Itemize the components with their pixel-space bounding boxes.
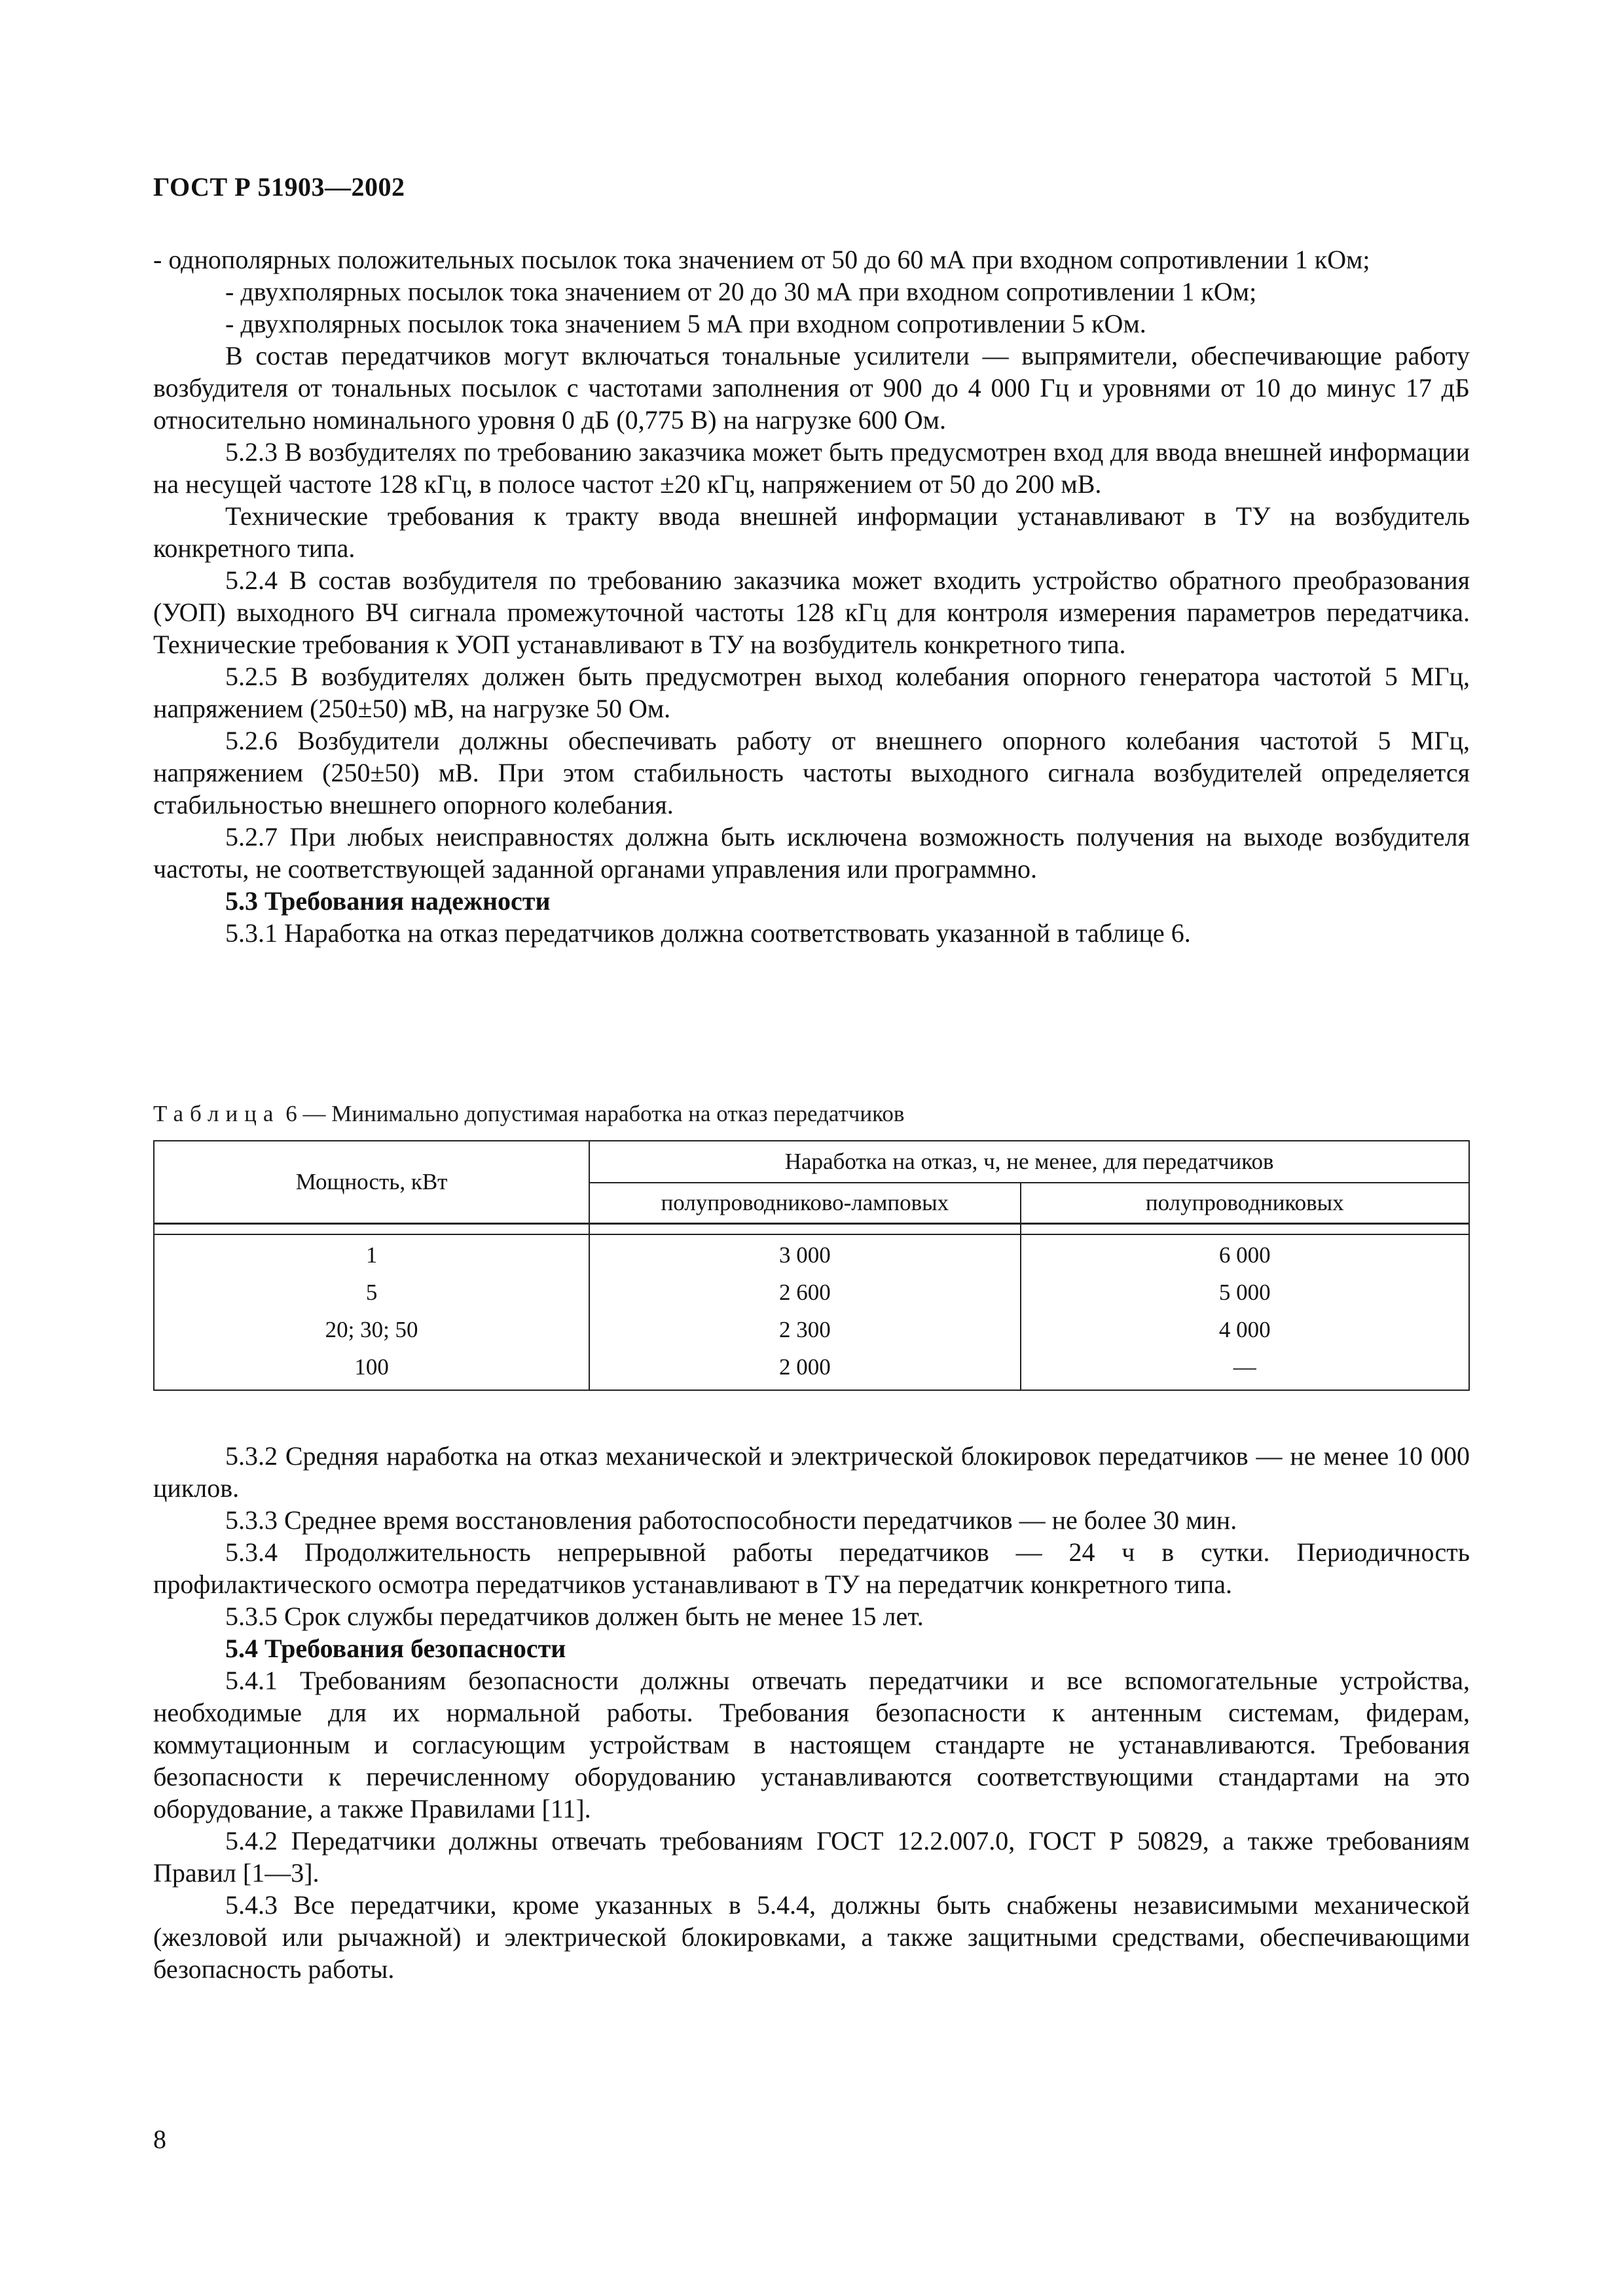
header-mtbf-group: Наработка на отказ, ч, не менее, для передатчиков: [589, 1141, 1469, 1183]
table-cell: —: [1233, 1354, 1256, 1380]
section-heading-5-3: 5.3 Требования надежности: [225, 886, 551, 916]
table-caption-text: 6 — Минимально допустимая наработка на отказ передатчиков: [280, 1101, 905, 1126]
column-semiconductor-values: [1021, 1234, 1469, 1390]
paragraph: 5.2.6 Возбудители должны обеспечивать работу от внешнего опорного колебания частотой 5 МГц, напряжением (250±50) мВ. При этом стабильность частоты выходного сигнала возбудителей определяется стабильностью внешнего опорного колебания.: [153, 726, 1470, 819]
header-semiconductor: полупроводниковых: [1021, 1183, 1469, 1224]
table-cell: 2 000: [779, 1354, 831, 1380]
table-cell: 3 000: [779, 1242, 831, 1268]
paragraph: - двухполярных посылок тока значением 5 мА при входном сопротивлении 5 кОм.: [225, 309, 1146, 338]
paragraph: 5.2.7 При любых неисправностях должна быть исключена возможность получения на выходе возбудителя частоты, не соответствующей заданной органами управления или программно.: [153, 822, 1470, 884]
header-semiconductor-tube: полупроводниково-ламповых: [589, 1183, 1020, 1224]
text-block-2: [153, 1440, 1470, 1985]
table-cell: 4 000: [1218, 1317, 1271, 1342]
table-gap-cell: [1021, 1224, 1469, 1235]
paragraph: 5.4.2 Передатчики должны отвечать требованиям ГОСТ 12.2.007.0, ГОСТ Р 50829, а также требованиям Правил [1—3].: [153, 1826, 1470, 1888]
table-gap-cell: [589, 1224, 1020, 1235]
table-cell: 5 000: [1218, 1280, 1271, 1305]
column-power-values: [154, 1234, 589, 1390]
paragraph: 5.3.3 Среднее время восстановления работоспособности передатчиков — не более 30 мин.: [225, 1505, 1237, 1535]
reliability-table: [153, 1140, 1470, 1391]
table-cell: 5: [365, 1280, 378, 1305]
document-header: ГОСТ Р 51903—2002: [153, 172, 405, 202]
table-cell: 1: [365, 1242, 378, 1268]
paragraph: 5.3.1 Наработка на отказ передатчиков должна соответствовать указанной в таблице 6.: [225, 918, 1191, 948]
section-heading-5-4: 5.4 Требования безопасности: [225, 1634, 566, 1663]
paragraph: 5.3.5 Срок службы передатчиков должен быть не менее 15 лет.: [225, 1602, 924, 1631]
paragraph: 5.3.2 Средняя наработка на отказ механической и электрической блокировок передатчиков — не менее 10 000 циклов.: [153, 1441, 1470, 1503]
table-cell: 2 600: [779, 1280, 831, 1305]
paragraph: Технические требования к тракту ввода внешней информации устанавливают в ТУ на возбудитель конкретного типа.: [153, 501, 1470, 563]
paragraph: - двухполярных посылок тока значением от 20 до 30 мА при входном сопротивлении 1 кОм;: [225, 277, 1257, 306]
paragraph: 5.2.3 В возбудителях по требованию заказчика может быть предусмотрен вход для ввода внешней информации на несущей частоте 128 кГц, в полосе частот ±20 кГц, напряжением от 50 до 200 мВ.: [153, 437, 1470, 499]
table-cell: 20; 30; 50: [325, 1317, 418, 1342]
table-cell: 6 000: [1218, 1242, 1271, 1268]
table-cell: 100: [354, 1354, 389, 1380]
paragraph: 5.2.5 В возбудителях должен быть предусмотрен выход колебания опорного генератора частотой 5 МГц, напряжением (250±50) мВ, на нагрузке 50 Ом.: [153, 662, 1470, 723]
table-gap-cell: [154, 1224, 589, 1235]
paragraph: 5.4.3 Все передатчики, кроме указанных в 5.4.4, должны быть снабжены независимыми механической (жезловой или рычажной) и электрической блокировками, а также защитными средствами, обеспечивающими безопасность работы.: [153, 1890, 1470, 1984]
column-semiconductor-tube-values: [589, 1234, 1020, 1390]
page-number: 8: [153, 2125, 166, 2154]
paragraph: - однополярных положительных посылок тока значением от 50 до 60 мА при входном сопротивлении 1 кОм;: [153, 245, 1370, 274]
header-power: Мощность, кВт: [154, 1141, 589, 1224]
paragraph: 5.3.4 Продолжительность непрерывной работы передатчиков — 24 ч в сутки. Периодичность профилактического осмотра передатчиков устанавливают в ТУ на передатчик конкретного типа.: [153, 1537, 1470, 1599]
text-block-1: [153, 243, 1470, 949]
paragraph: 5.2.4 В состав возбудителя по требованию заказчика может входить устройство обратного преобразования (УОП) выходного ВЧ сигнала промежуточной частоты 128 кГц для контроля измерения параметров передатчика. Технические требования к УОП устанавливают в ТУ на возбудитель конкретного типа.: [153, 565, 1470, 659]
table-caption-label: Таблица: [153, 1101, 280, 1126]
table-cell: 2 300: [779, 1317, 831, 1342]
paragraph: 5.4.1 Требованиям безопасности должны отвечать передатчики и все вспомогательные устройства, необходимые для их нормальной работы. Требования безопасности к антенным системам, фидерам, коммутационным и согласующим устройствам в настоящем стандарте не устанавливаются. Требования безопасности к перечисленному оборудованию устанавливаются соответствующими стандартами на это оборудование, а также Правилами [11].: [153, 1666, 1470, 1823]
paragraph: В состав передатчиков могут включаться тональные усилители — выпрямители, обеспечивающие работу возбудителя от тональных посылок с частотами заполнения от 900 до 4 000 Гц и уровнями от 10 до минус 17 дБ относительно номинального уровня 0 дБ (0,775 В) на нагрузке 600 Ом.: [153, 341, 1470, 435]
table-caption: [153, 1101, 904, 1127]
